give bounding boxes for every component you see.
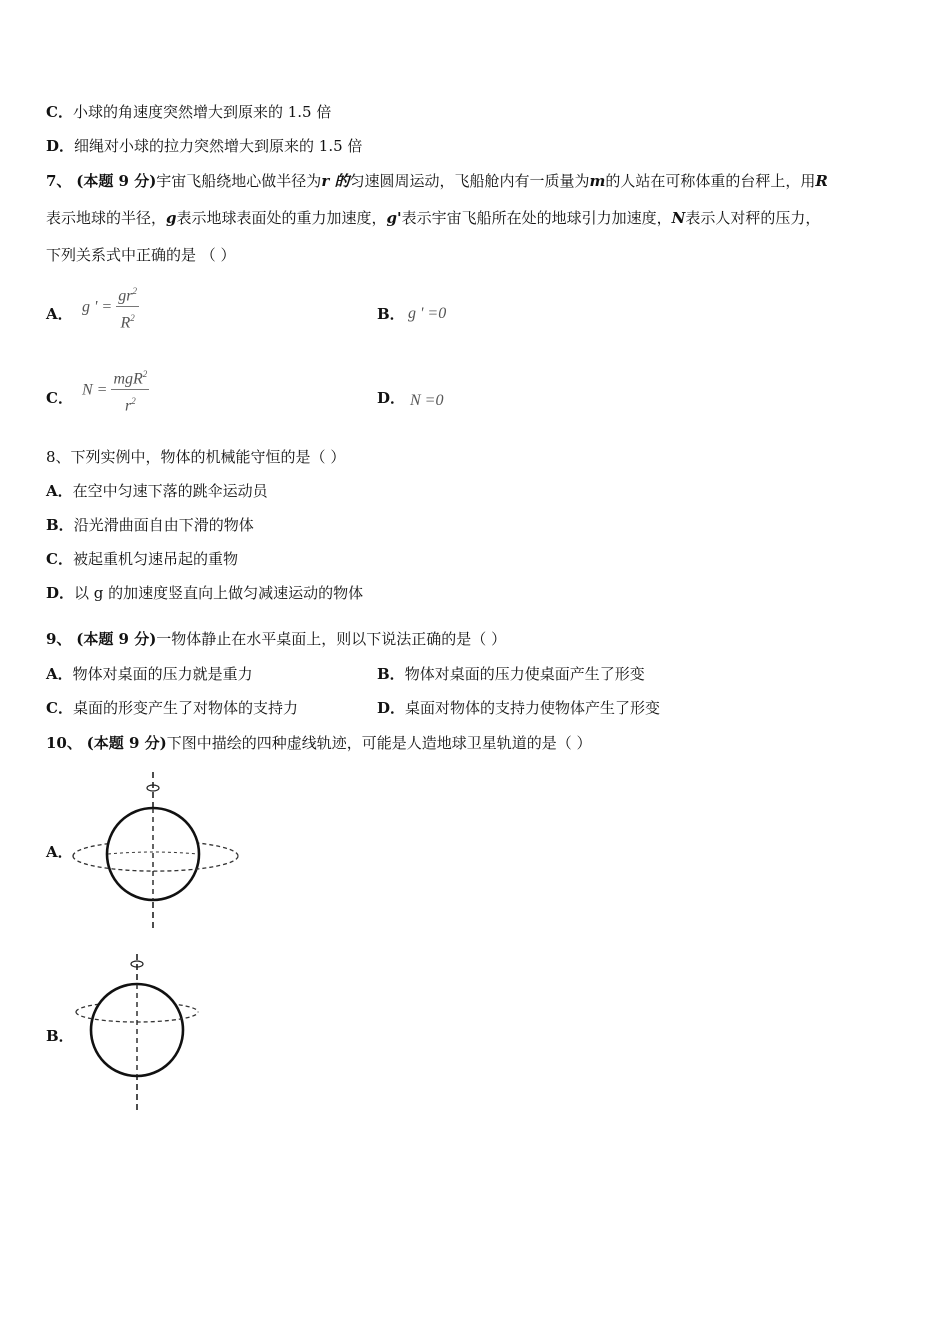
q8-option-d: D．以 g 的加速度竖直向上做匀减速运动的物体	[46, 584, 364, 602]
q7-option-c-formula: N = $\frac{mgR^2}{r^2}$	[82, 364, 149, 418]
q8-stem: 8、下列实例中，物体的机械能守恒的是（ ）	[46, 448, 346, 466]
q10-option-a-letter: A．	[46, 843, 73, 861]
q6-option-c: C．小球的角速度突然增大到原来的 1.5 倍	[46, 103, 332, 121]
q9-option-d: D．桌面对物体的支持力使物体产生了形变	[377, 699, 661, 717]
orbit-figure-a	[68, 768, 244, 932]
fraction: $\frac{mgR^2}{r^2}$	[111, 364, 149, 418]
fraction: $\frac{gr^2}{R^2}$	[116, 281, 139, 335]
q7-option-d-letter: D．	[377, 389, 406, 407]
q6-option-d: D．细绳对小球的拉力突然增大到原来的 1.5 倍	[46, 137, 363, 155]
q10-stem: 10、 (本题 9 分)下图中描绘的四种虚线轨迹，可能是人造地球卫星轨道的是（ ）	[46, 734, 592, 752]
q7-option-b-formula: g ' =0	[408, 305, 447, 322]
q8-option-c: C．被起重机匀速吊起的重物	[46, 550, 238, 568]
q8-option-a: A．在空中匀速下落的跳伞运动员	[46, 482, 268, 500]
q7-stem-line1: 7、 (本题 9 分)宇宙飞船绕地心做半径为r 的匀速圆周运动，飞船舱内有一质量为m的人站在可称体重的台秤上，用R	[46, 172, 828, 190]
q7-option-d-formula: N =0	[410, 392, 444, 409]
q9-option-b: B．物体对桌面的压力使桌面产生了形变	[377, 665, 645, 683]
q7-option-c-letter: C．	[46, 389, 73, 407]
q9-option-c: C．桌面的形变产生了对物体的支持力	[46, 699, 298, 717]
q7-stem-line2: 表示地球的半径，g表示地球表面处的重力加速度，g'表示宇宙飞船所在处的地球引力加速度，N表示人对秤的压力，	[46, 209, 821, 227]
q7-option-a-formula: g ' = $\frac{gr^2}{R^2}$	[82, 281, 139, 335]
q9-stem: 9、 (本题 9 分)一物体静止在水平桌面上，则以下说法正确的是（ ）	[46, 630, 507, 648]
q7-stem-line3: 下列关系式中正确的是 （ ）	[46, 246, 236, 264]
orbit-figure-b	[70, 950, 210, 1114]
q8-option-b: B．沿光滑曲面自由下滑的物体	[46, 516, 254, 534]
q10-option-b-letter: B．	[46, 1027, 74, 1045]
q9-option-a: A．物体对桌面的压力就是重力	[46, 665, 253, 683]
q7-option-b-letter: B．	[377, 305, 405, 323]
q7-option-a-letter: A．	[46, 305, 73, 323]
